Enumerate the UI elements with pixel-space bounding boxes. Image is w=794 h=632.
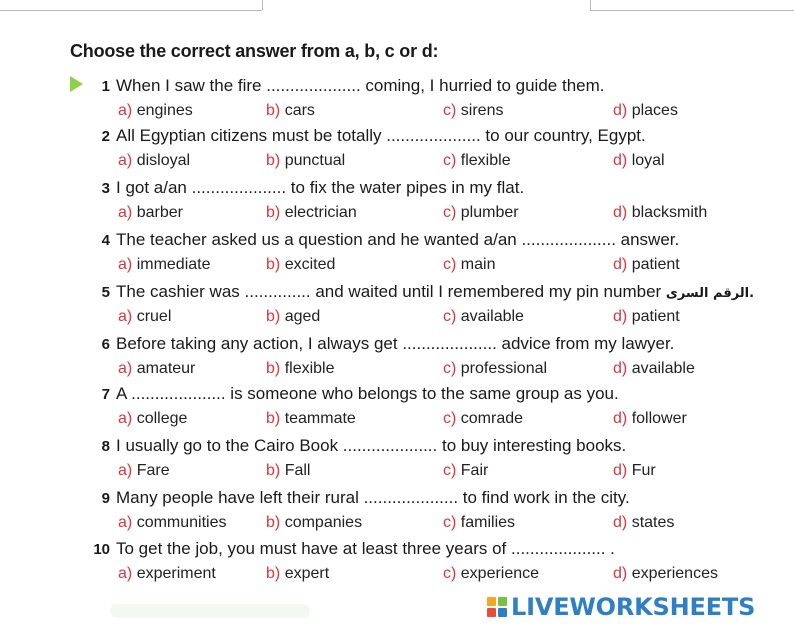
option-text: places: [631, 102, 678, 119]
answer-option-d[interactable]: [613, 565, 718, 583]
option-letter: d): [613, 462, 628, 479]
option-letter: a): [118, 256, 133, 273]
option-letter: b): [266, 308, 281, 325]
answer-option-b[interactable]: [266, 204, 357, 222]
option-text: companies: [284, 514, 363, 531]
option-text: Fair: [460, 462, 489, 479]
option-letter: a): [118, 410, 133, 427]
option-letter: a): [118, 152, 133, 169]
question-text: A .................... is someone who belongs to the same group as you.: [116, 384, 619, 403]
option-letter: b): [266, 204, 281, 221]
option-text: experiment: [136, 565, 216, 582]
question-number: 3: [101, 180, 110, 197]
question-number: 6: [101, 336, 110, 353]
question-item: [0, 128, 794, 180]
option-text: flexible: [460, 152, 511, 169]
question-item: [0, 541, 794, 593]
question-stem: [116, 488, 630, 508]
option-text: immediate: [136, 256, 211, 273]
logo-square: [487, 608, 496, 617]
question-text: Many people have left their rural .................... to find work in the city.: [116, 488, 630, 507]
answer-option-b[interactable]: [266, 256, 335, 274]
question-number: 10: [93, 541, 110, 558]
answer-option-c[interactable]: [443, 204, 519, 222]
option-text: electrician: [284, 204, 357, 221]
question-stem: [116, 230, 679, 250]
question-item: [0, 490, 794, 542]
option-letter: d): [613, 204, 628, 221]
answer-option-d[interactable]: [613, 256, 680, 274]
option-text: main: [460, 256, 496, 273]
answer-option-b[interactable]: [266, 462, 310, 480]
answer-option-d[interactable]: [613, 514, 674, 532]
instruction-title: Choose the correct answer from a, b, c or d:: [70, 41, 439, 61]
option-letter: b): [266, 102, 281, 119]
question-stem: [116, 436, 626, 456]
answer-option-b[interactable]: [266, 410, 356, 428]
liveworksheets-logo: [487, 593, 755, 621]
answer-option-d[interactable]: [613, 360, 695, 378]
option-letter: b): [266, 514, 281, 531]
option-text: Fall: [284, 462, 311, 479]
question-stem: [116, 76, 604, 96]
top-rule-left: [0, 10, 262, 11]
answer-option-c[interactable]: [443, 308, 524, 326]
option-letter: d): [613, 360, 628, 377]
option-text: available: [631, 360, 695, 377]
option-text: amateur: [136, 360, 196, 377]
question-stem: [116, 282, 754, 302]
brand-name: LIVEWORKSHEETS: [511, 593, 756, 621]
option-letter: c): [443, 102, 457, 119]
answer-option-a[interactable]: [118, 102, 193, 120]
answer-option-d[interactable]: [613, 152, 665, 170]
answer-option-b[interactable]: [266, 152, 345, 170]
question-number: 9: [101, 490, 110, 507]
option-text: patient: [631, 256, 680, 273]
answer-option-b[interactable]: [266, 514, 362, 532]
question-item: [0, 78, 794, 130]
answer-option-c[interactable]: [443, 102, 503, 120]
option-text: excited: [284, 256, 336, 273]
answer-option-a[interactable]: [118, 152, 190, 170]
question-number: 8: [101, 438, 110, 455]
answer-option-c[interactable]: [443, 462, 488, 480]
option-letter: b): [266, 410, 281, 427]
option-letter: b): [266, 462, 281, 479]
answer-option-c[interactable]: [443, 152, 511, 170]
question-item: [0, 232, 794, 284]
option-letter: a): [118, 565, 133, 582]
option-letter: d): [613, 256, 628, 273]
option-text: sirens: [460, 102, 504, 119]
question-item: [0, 336, 794, 388]
option-letter: c): [443, 204, 457, 221]
option-letter: d): [613, 308, 628, 325]
option-text: follower: [631, 410, 687, 427]
option-text: families: [460, 514, 516, 531]
answer-option-a[interactable]: [118, 410, 187, 428]
option-letter: c): [443, 152, 457, 169]
answer-option-d[interactable]: [613, 308, 680, 326]
question-text: Before taking any action, I always get .................... advice from my lawyer.: [116, 334, 675, 353]
top-rule-tick: [590, 0, 591, 10]
option-text: professional: [460, 360, 548, 377]
logo-square: [498, 597, 507, 606]
option-letter: b): [266, 152, 281, 169]
question-number: 1: [101, 78, 110, 95]
answer-option-c[interactable]: [443, 565, 539, 583]
option-letter: b): [266, 256, 281, 273]
answer-option-b[interactable]: [266, 102, 315, 120]
question-number: 2: [101, 128, 110, 145]
option-text: expert: [284, 565, 330, 582]
question-stem: [116, 539, 615, 559]
option-letter: c): [443, 410, 457, 427]
option-text: disloyal: [136, 152, 191, 169]
option-text: comrade: [460, 410, 524, 427]
option-letter: c): [443, 514, 457, 531]
logo-square: [498, 608, 507, 617]
option-letter: a): [118, 204, 133, 221]
option-text: engines: [136, 102, 193, 119]
logo-square: [487, 597, 496, 606]
answer-option-c[interactable]: [443, 514, 515, 532]
question-stem: [116, 178, 524, 198]
option-text: loyal: [631, 152, 665, 169]
option-text: punctual: [284, 152, 346, 169]
option-letter: d): [613, 102, 628, 119]
option-text: barber: [136, 204, 183, 221]
question-item: [0, 284, 794, 336]
question-item: [0, 438, 794, 490]
option-text: patient: [631, 308, 680, 325]
question-number: 4: [101, 232, 110, 249]
option-text: communities: [136, 514, 227, 531]
scan-smudge: [110, 604, 310, 618]
option-text: cars: [284, 102, 315, 119]
option-letter: a): [118, 102, 133, 119]
option-letter: b): [266, 565, 281, 582]
answer-option-c[interactable]: [443, 410, 523, 428]
option-letter: d): [613, 152, 628, 169]
answer-option-c[interactable]: [443, 360, 547, 378]
question-arabic-gloss: الرقم السرى.: [665, 286, 755, 301]
option-text: Fare: [136, 462, 170, 479]
option-text: cruel: [136, 308, 172, 325]
answer-option-b[interactable]: [266, 565, 329, 583]
option-letter: c): [443, 308, 457, 325]
option-letter: a): [118, 462, 133, 479]
question-number: 7: [101, 386, 110, 403]
option-letter: c): [443, 256, 457, 273]
question-text: The teacher asked us a question and he wanted a/an .................... answer.: [116, 230, 680, 249]
answer-option-b[interactable]: [266, 308, 320, 326]
option-letter: d): [613, 410, 628, 427]
question-stem: [116, 126, 646, 146]
question-stem: [116, 384, 619, 404]
question-number: 5: [101, 284, 110, 301]
question-item: [0, 386, 794, 438]
liveworksheets-grid-icon: [487, 597, 507, 617]
answer-option-a[interactable]: [118, 514, 227, 532]
option-text: flexible: [284, 360, 335, 377]
answer-option-a[interactable]: [118, 462, 170, 480]
option-letter: c): [443, 360, 457, 377]
answer-option-b[interactable]: [266, 360, 335, 378]
option-letter: a): [118, 308, 133, 325]
answer-option-a[interactable]: [118, 256, 211, 274]
answer-option-c[interactable]: [443, 256, 495, 274]
question-text: I got a/an .................... to fix the water pipes in my flat.: [116, 178, 525, 197]
option-letter: d): [613, 565, 628, 582]
option-text: experience: [460, 565, 540, 582]
option-text: Fur: [631, 462, 656, 479]
answer-option-a[interactable]: [118, 565, 216, 583]
question-text: When I saw the fire .................... coming, I hurried to guide them.: [116, 76, 605, 95]
answer-option-d[interactable]: [613, 204, 707, 222]
answer-option-d[interactable]: [613, 102, 678, 120]
question-item: [0, 180, 794, 232]
question-text: To get the job, you must have at least three years of .................... .: [116, 539, 615, 558]
answer-option-a[interactable]: [118, 204, 183, 222]
question-text: I usually go to the Cairo Book .................... to buy interesting books.: [116, 436, 627, 455]
question-stem: [116, 334, 674, 354]
answer-option-a[interactable]: [118, 360, 195, 378]
option-letter: b): [266, 360, 281, 377]
option-letter: c): [443, 565, 457, 582]
option-text: experiences: [631, 565, 718, 582]
option-letter: a): [118, 514, 133, 531]
option-text: aged: [284, 308, 321, 325]
option-letter: a): [118, 360, 133, 377]
answer-option-d[interactable]: [613, 410, 687, 428]
option-letter: c): [443, 462, 457, 479]
option-text: plumber: [460, 204, 519, 221]
option-text: available: [460, 308, 524, 325]
top-rule-right: [590, 10, 794, 11]
top-rule-tick: [262, 0, 263, 10]
question-text: All Egyptian citizens must be totally .................... to our country, Egypt.: [116, 126, 646, 145]
answer-option-a[interactable]: [118, 308, 171, 326]
answer-option-d[interactable]: [613, 462, 656, 480]
option-text: blacksmith: [631, 204, 708, 221]
question-text: The cashier was .............. and waited until I remembered my pin number: [116, 282, 666, 301]
option-text: college: [136, 410, 188, 427]
option-text: teammate: [284, 410, 356, 427]
option-letter: d): [613, 514, 628, 531]
option-text: states: [631, 514, 675, 531]
